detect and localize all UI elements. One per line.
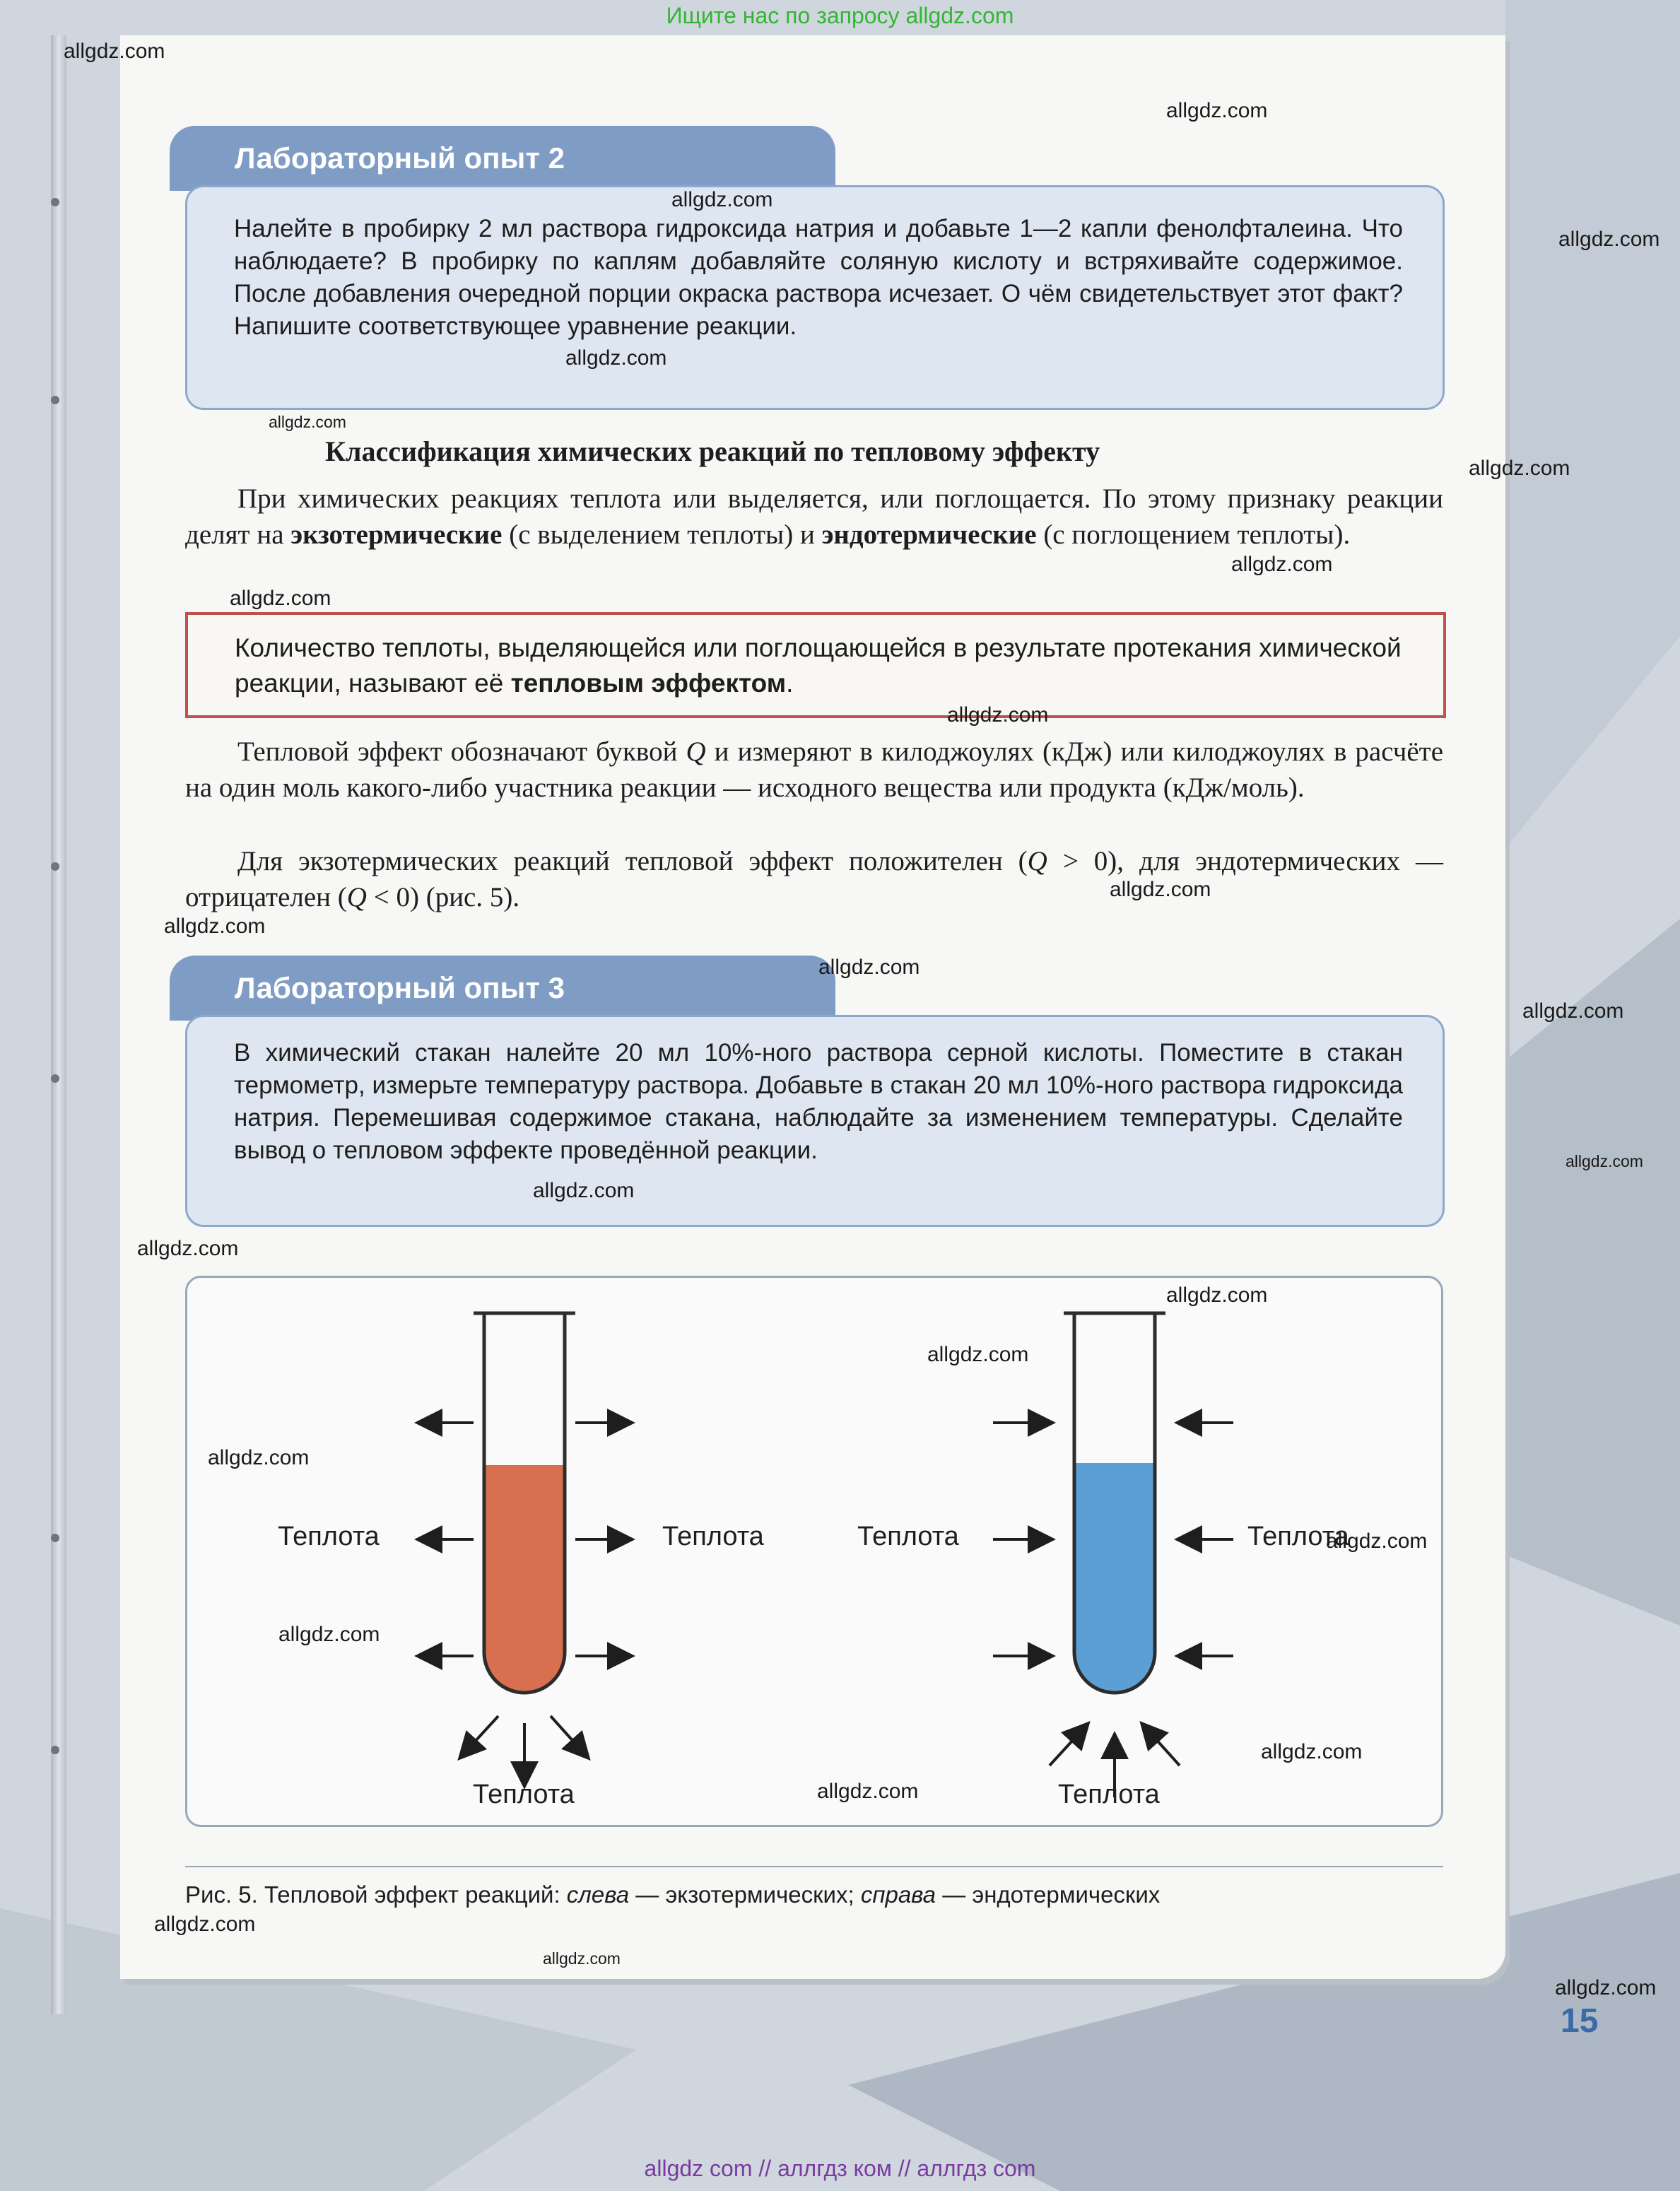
page-number: 15: [1561, 2002, 1599, 2040]
binding-hole: [51, 396, 59, 404]
endo-heat-label-bottom: Теплота: [1058, 1780, 1160, 1809]
term-heat-effect: тепловым эффектом: [510, 669, 787, 698]
watermark: allgdz.com: [137, 1237, 239, 1260]
exo-heat-label-right: Теплота: [662, 1522, 764, 1551]
figure-caption: Рис. 5. Тепловой эффект реакций: слева — экзотермических; справа — эндотермических: [185, 1866, 1443, 1908]
endothermic-tube: [1064, 1313, 1165, 1693]
binding-hole: [51, 862, 59, 871]
term-exothermic: экзотермические: [290, 519, 503, 550]
lab2-text: Налейте в пробирку 2 мл раствора гидроксида натрия и добавьте 1—2 капли фенолфталеина. Что наблюдаете? В пробирку по каплям добавляйте соляную кислоту и встряхивайте содержимое. После добавления очередной порции окраска раствора исчезает. О чём свидетельствует этот факт? Напишите соответствующее уравнение реакции.: [234, 215, 1403, 340]
watermark: allgdz.com: [1110, 878, 1211, 901]
watermark: allgdz.com: [208, 1446, 310, 1469]
watermark: allgdz.com: [1231, 553, 1333, 576]
watermark: allgdz.com: [64, 40, 165, 63]
lab3-text: В химический стакан налейте 20 мл 10%-ного раствора серной кислоты. Поместите в стакан термометр, измерьте температуру раствора. Добавьте в стакан 20 мл 10%-ного раствора гидроксида натрия. Перемешивая содержимое стакана, наблюдайте за изменением температуры. Сделайте вывод о тепловом эффекте проведённой реакции.: [234, 1039, 1403, 1164]
watermark: allgdz.com: [565, 346, 667, 370]
endo-heat-label-right: Теплота: [1247, 1522, 1349, 1551]
watermark: allgdz.com: [817, 1780, 919, 1803]
watermark: allgdz.com: [154, 1913, 256, 1936]
intro-paragraph: При химических реакциях теплота или выделяется, или поглощается. По этому признаку реакции делят на экзотермические (с выделением теплоты) и эндотермические (с поглощением теплоты).: [185, 483, 1443, 550]
figure-heat-effect: [185, 1276, 1443, 1827]
watermark: allgdz.com: [269, 413, 346, 431]
exo-heat-label-bottom: Теплота: [473, 1780, 575, 1809]
units-paragraph: Тепловой эффект обозначают буквой Q и измеряют в килоджоулях (кДж) или килоджоулях в расчёте на один моль какого-либо участника реакции — исходного вещества или продукта (кДж/моль).: [185, 736, 1444, 803]
watermark: allgdz.com: [164, 915, 266, 938]
binding-hole: [51, 1746, 59, 1754]
binding-hole: [51, 1074, 59, 1083]
lab2-title: Лабораторный опыт 2: [170, 126, 835, 191]
binding-hole: [51, 198, 59, 206]
watermark: allgdz.com: [278, 1623, 380, 1646]
watermark: allgdz.com: [818, 956, 920, 979]
definition-box: Количество теплоты, выделяющейся или поглощающейся в результате протекания химической реакции, называют её тепловым эффектом.: [185, 612, 1446, 718]
lab2-box: [185, 185, 1445, 410]
figure-drawing: [187, 1278, 1445, 1829]
watermark: allgdz.com: [533, 1179, 635, 1202]
watermark: allgdz.com: [947, 703, 1049, 727]
top-banner[interactable]: Ищите нас по запросу allgdz.com: [666, 3, 1014, 28]
watermark: allgdz.com: [543, 1949, 621, 1968]
watermark: allgdz.com: [1261, 1740, 1363, 1763]
bottom-banner[interactable]: allgdz com // аллгдз ком // аллгдз com: [644, 2156, 1036, 2181]
watermark: allgdz.com: [1326, 1529, 1428, 1553]
term-endothermic: эндотермические: [821, 519, 1037, 550]
book-binding: [51, 35, 66, 2014]
lab3-title: Лабораторный опыт 3: [170, 956, 835, 1021]
exo-heat-label-left: Теплота: [278, 1522, 380, 1551]
watermark: allgdz.com: [927, 1343, 1029, 1366]
endo-heat-label-left: Теплота: [857, 1522, 959, 1551]
section-heading: Классификация химических реакций по тепловому эффекту: [325, 435, 1100, 467]
watermark: allgdz.com: [1469, 457, 1570, 480]
binding-hole: [51, 1534, 59, 1542]
watermark: allgdz.com: [1166, 99, 1268, 122]
watermark: allgdz.com: [1566, 1152, 1643, 1170]
watermark: allgdz.com: [1522, 999, 1624, 1023]
watermark: allgdz.com: [230, 587, 331, 610]
watermark: allgdz.com: [1166, 1284, 1268, 1307]
lab3-box: [185, 1015, 1445, 1227]
watermark: allgdz.com: [1555, 1976, 1657, 1999]
watermark: allgdz.com: [671, 188, 773, 211]
exothermic-tube: [474, 1278, 575, 1693]
sign-paragraph: Для экзотермических реакций тепловой эффект положителен (Q > 0), для эндотермических — отрицателен (Q < 0) (рис. 5).: [185, 846, 1443, 912]
watermark: allgdz.com: [1558, 228, 1660, 251]
